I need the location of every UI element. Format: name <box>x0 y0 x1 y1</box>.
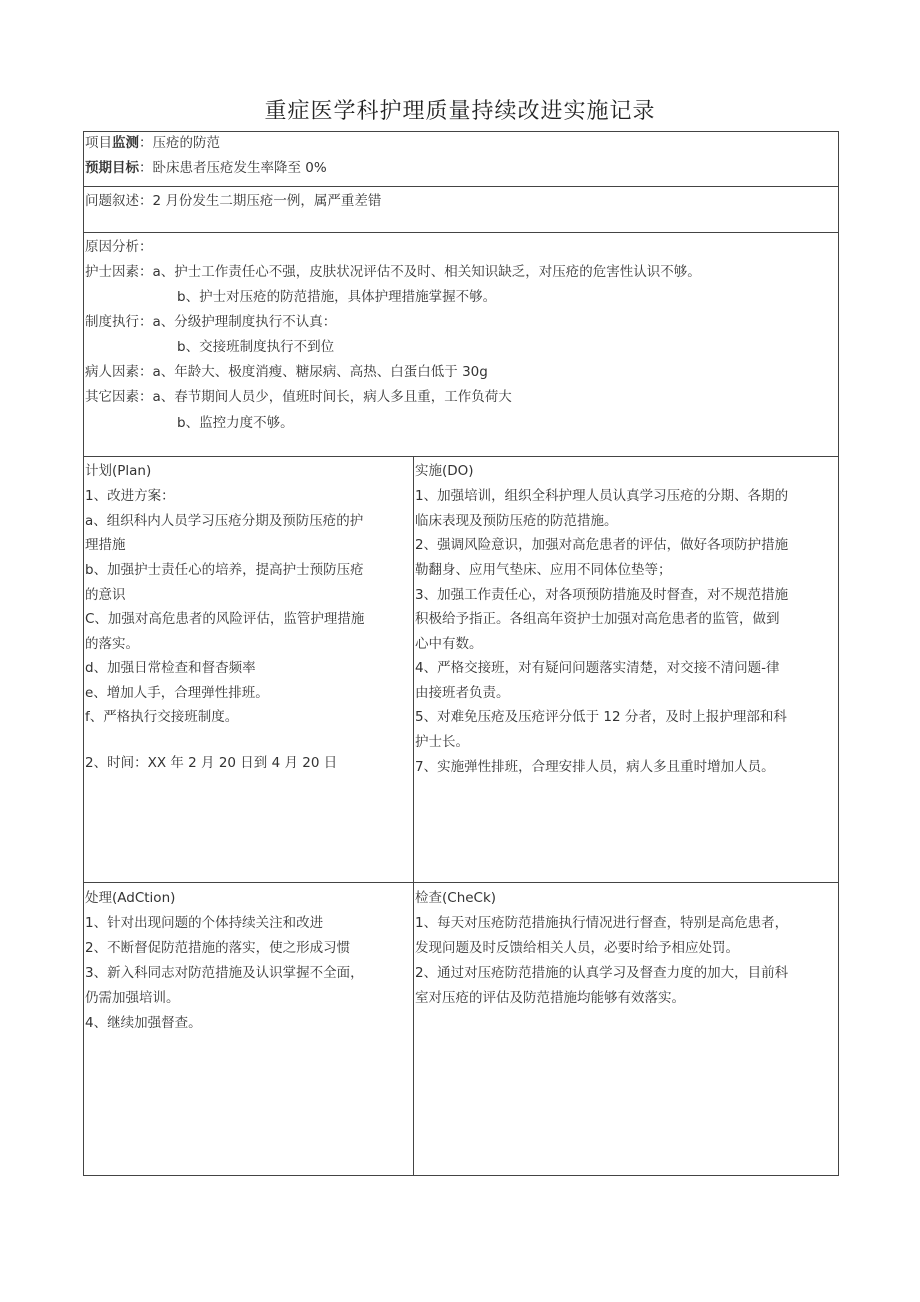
do-line: 临床表现及预防压疮的防范措施。 <box>415 513 618 529</box>
plan-line: 的意识 <box>85 587 126 603</box>
do-line: 勒翻身、应用气垫床、应用不同体位垫等； <box>415 562 672 578</box>
analysis-line: b、护士对压疮的防范措施，具体护理措施掌握不够。 <box>177 289 497 305</box>
plan-line: 1、改进方案： <box>85 488 175 504</box>
action-check-section <box>84 883 838 1175</box>
analysis-line: b、监控力度不够。 <box>177 415 294 431</box>
project-label-b: 监测 <box>112 135 139 151</box>
plan-line: 2、时间：XX 年 2 月 20 日到 4 月 20 日 <box>85 755 338 771</box>
action-line: 4、继续加强督查。 <box>85 1015 202 1031</box>
problem-value: 2 月份发生二期压疮一例，属严重差错 <box>152 193 382 209</box>
plan-line: 理措施 <box>85 537 126 553</box>
check-line: 1、每天对压疮防范措施执行情况进行督查，特别是高危患者， <box>415 915 789 931</box>
do-line: 2、强调风险意识，加强对高危患者的评估，做好各项防护措施 <box>415 537 789 553</box>
project-label-colon: ： <box>139 135 153 151</box>
analysis-line: 其它因素：a、春节期间人员少，值班时间长，病人多且重，工作负荷大 <box>85 389 512 405</box>
plan-heading: 计划(Plan) <box>85 463 152 479</box>
action-line: 3、新入科同志对防范措施及认识掌握不全面， <box>85 965 364 981</box>
check-cell <box>414 883 838 1175</box>
action-line: 2、不断督促防范措施的落实，使之形成习惯 <box>85 940 351 956</box>
do-cell <box>414 457 838 883</box>
action-cell <box>84 883 413 1175</box>
action-heading: 处理(AdCtion) <box>85 890 176 906</box>
analysis-section <box>84 233 838 457</box>
action-line: 仍需加强培训。 <box>85 990 180 1006</box>
action-line: 1、针对出现问题的个体持续关注和改进 <box>85 915 324 931</box>
problem-section <box>84 187 838 233</box>
check-line: 2、通过对压疮防范措施的认真学习及督查力度的加大，目前科 <box>415 965 789 981</box>
do-line: 1、加强培训，组织全科护理人员认真学习压疮的分期、各期的 <box>415 488 789 504</box>
plan-line: d、加强日常检查和督杳频率 <box>85 660 256 676</box>
page-title: 重症医学科护理质量持续改进实施记录 <box>264 99 656 124</box>
record-table <box>83 131 839 1176</box>
plan-line: f、严格执行交接班制度。 <box>85 709 239 725</box>
analysis-line: 病人因素：a、年龄大、极度消瘦、糖尿病、高热、白蛋白低于 30g <box>85 364 488 380</box>
problem-line <box>85 192 381 210</box>
check-line: 室对压疮的评估及防范措施均能够有效落实。 <box>415 990 685 1006</box>
do-line: 4、严格交接班，对有疑问问题落实清楚，对交接不清问题-律 <box>415 660 780 676</box>
do-line: 积极给予指正。各组高年资护士加强对高危患者的监管，做到 <box>415 611 780 627</box>
analysis-line: 制度执行：a、分级护理制度执行不认真： <box>85 314 337 330</box>
do-line: 3、加强工作责任心，对各项预防措施及时督查，对不规范措施 <box>415 587 789 603</box>
analysis-heading: 原因分析： <box>85 239 153 255</box>
project-line <box>85 134 220 152</box>
do-line: 心中有数。 <box>415 636 483 652</box>
project-label-a: 项目 <box>85 135 112 151</box>
do-line: 由接班者负责。 <box>415 685 510 701</box>
plan-line: e、增加人手，合理弹性排班。 <box>85 685 269 701</box>
check-line: 发现问题及时反馈给相关人员，必要时给予相应处罚。 <box>415 940 739 956</box>
do-heading: 实施(DO) <box>415 463 474 479</box>
check-heading: 检查(CheCk) <box>415 890 497 906</box>
plan-line: a、组织科内人员学习压疮分期及预防压疮的护 <box>85 513 364 529</box>
do-line: 5、对难免压疮及压疮评分低于 12 分者，及时上报护理部和科 <box>415 709 787 725</box>
do-line: 护士长。 <box>415 734 469 750</box>
analysis-line: b、交接班制度执行不到位 <box>177 339 335 355</box>
plan-line: C、加强对高危患者的风险评估，监管护理措施 <box>85 611 365 627</box>
plan-do-section <box>84 457 838 883</box>
goal-line <box>85 159 327 177</box>
problem-label: 问题叙述： <box>85 193 153 209</box>
goal-label-colon: ： <box>139 160 153 176</box>
project-value: 压疮的防范 <box>152 135 220 151</box>
analysis-line: 护士因素：a、护士工作责任心不强，皮肤状况评估不及时、相关知识缺乏，对压疮的危害性认识不够。 <box>85 264 701 280</box>
plan-line: b、加强护士责任心的培养，提高护士预防压疮 <box>85 562 364 578</box>
goal-value: 卧床患者压疮发生率降至 0% <box>152 160 327 176</box>
column-divider <box>413 457 414 1175</box>
do-line: 7、实施弹性排班，合理安排人员，病人多且重时增加人员。 <box>415 759 775 775</box>
header-section <box>84 132 838 187</box>
plan-cell <box>84 457 413 883</box>
goal-label: 预期目标 <box>85 160 139 176</box>
plan-line: 的落实。 <box>85 636 139 652</box>
